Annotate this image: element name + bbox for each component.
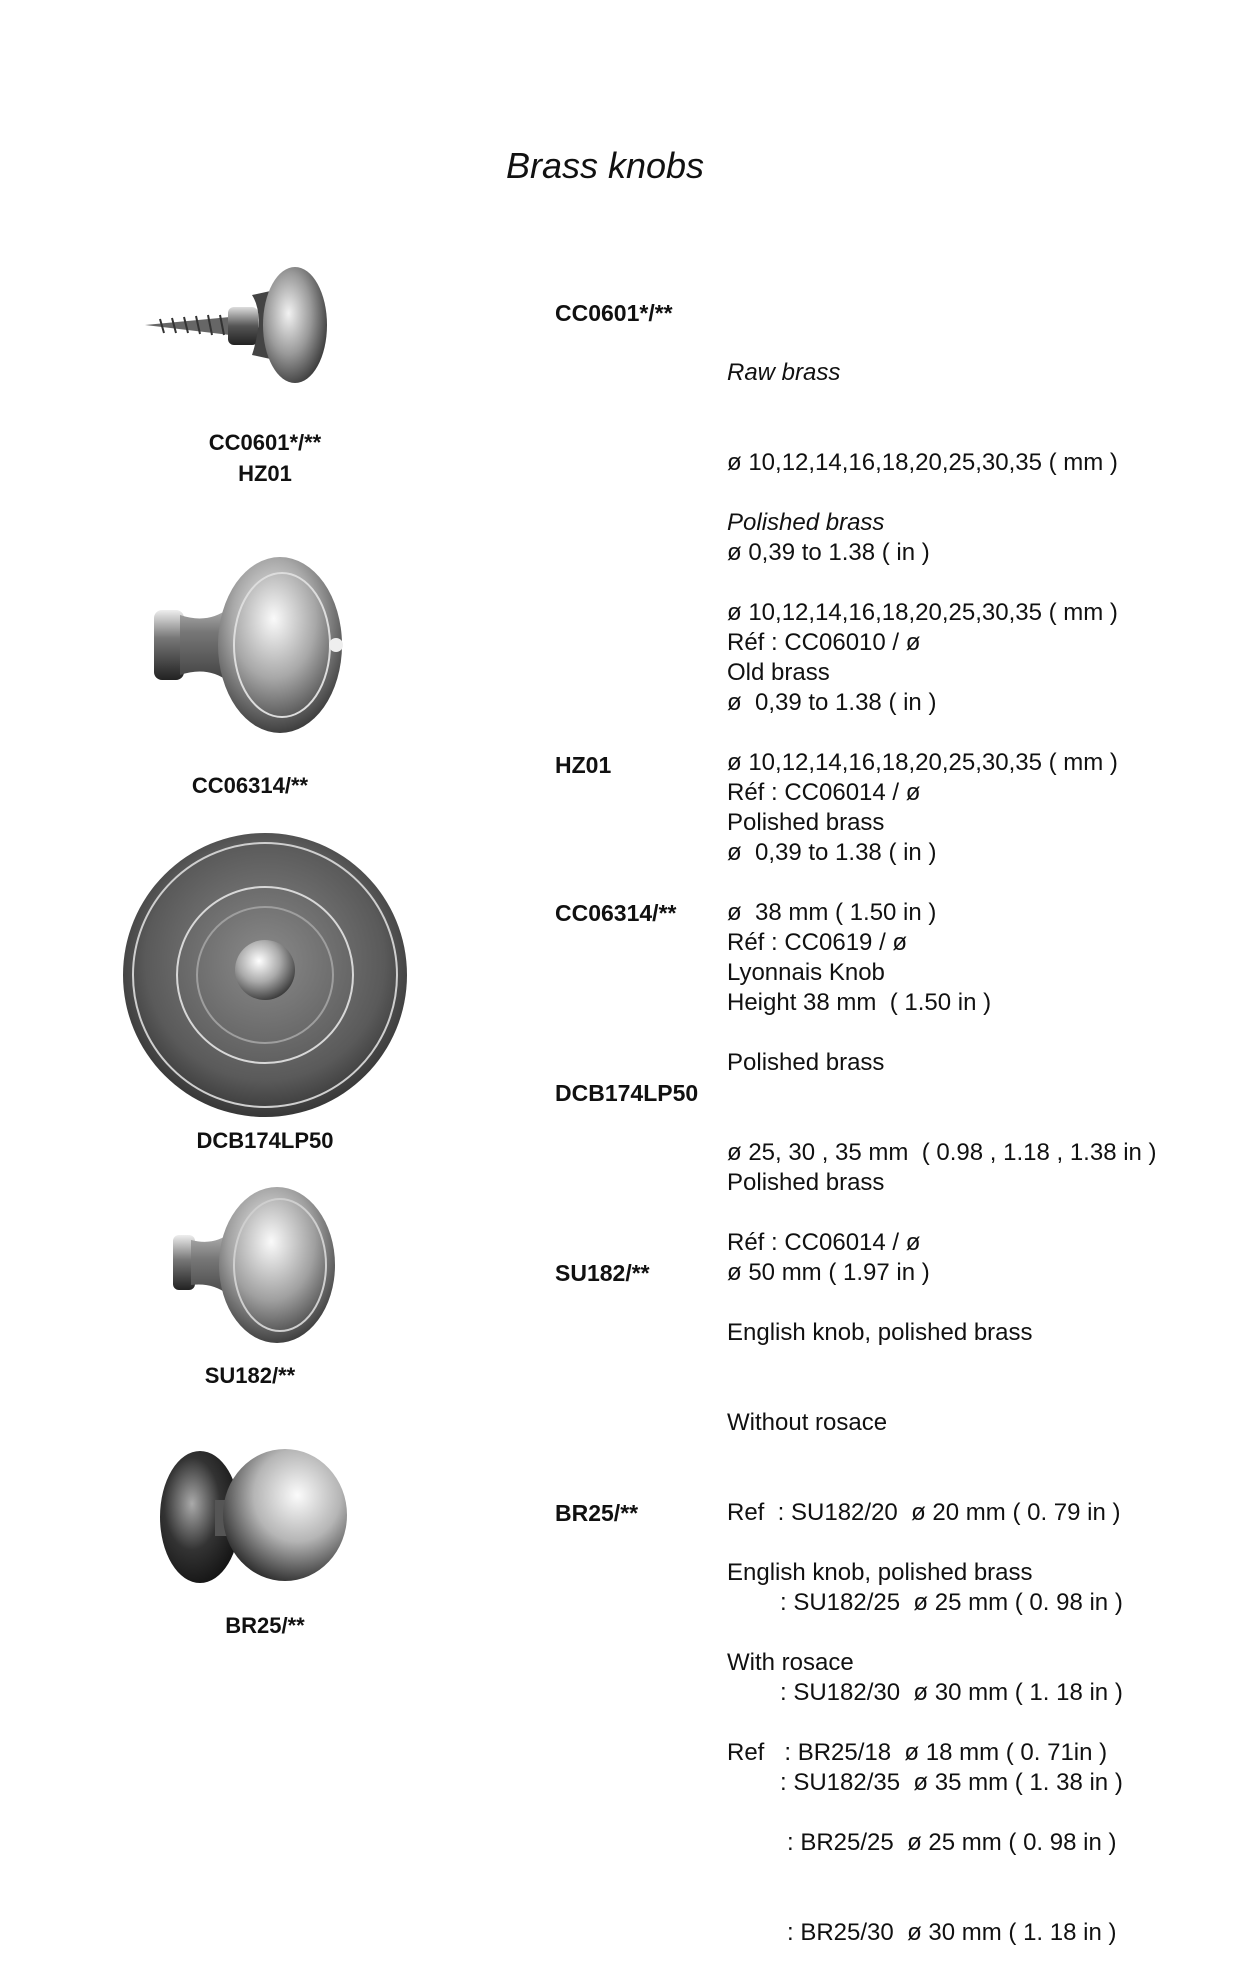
product-code: BR25/** — [555, 1500, 639, 1526]
page-title: Brass knobs — [505, 145, 705, 186]
product-code: DCB174LP50 — [555, 1080, 699, 1106]
product-description: Polished brass ø 50 mm ( 1.97 in ) — [727, 1169, 930, 1286]
product-description: Polished brass ø 10,12,14,16,18,20,25,30,35 ( mm ) ø 0,39 to 1.38 ( in ) Réf : CC06014 / ø — [727, 509, 1118, 806]
knob-su182-image — [165, 1185, 345, 1345]
product-description: Polished brass ø 38 mm ( 1.50 in ) Height 38 mm ( 1.50 in ) — [727, 809, 992, 1016]
product-code: HZ01 — [555, 752, 612, 778]
knob-br25-image — [155, 1445, 350, 1585]
image-caption: CC0601*/** HZ01 — [208, 430, 322, 486]
image-caption: BR25/** — [225, 1613, 305, 1638]
image-caption: SU182/** — [204, 1363, 296, 1388]
product-code: CC0601*/** — [555, 300, 673, 326]
product-description: Lyonnais Knob Polished brass ø 25, 30 , 35 mm ( 0.98 , 1.18 , 1.38 in ) Réf : CC06014 / ø — [727, 959, 1157, 1256]
image-caption: DCB174LP50 — [196, 1128, 334, 1153]
image-caption: CC06314/** — [191, 773, 309, 798]
product-description: English knob, polished brass With rosace Ref : BR25/18 ø 18 mm ( 0. 71in ) : BR25/25 ø 25 mm ( 0. 98 in ) : BR25/30 ø 30 mm ( 1. 18 in ) — [727, 1559, 1117, 1946]
product-description: English knob, polished brass Without rosace Ref : SU182/20 ø 20 mm ( 0. 79 in ) : SU182/25 ø 25 mm ( 0. 98 in ) : SU182/30 ø 30 mm ( 1. 18 in ) : SU182/35 ø 35 mm ( 1. 38 in ) — [727, 1319, 1123, 1796]
product-code: SU182/** — [555, 1260, 650, 1286]
product-description: Old brass ø 10,12,14,16,18,20,25,30,35 ( mm ) ø 0,39 to 1.38 ( in ) Réf : CC0619 / ø — [727, 659, 1118, 956]
knob-cc06314-image — [150, 555, 350, 735]
knob-dcb174lp50-image — [120, 830, 410, 1120]
product-code: CC06314/** — [555, 900, 677, 926]
knob-cc0601-image — [140, 255, 355, 395]
product-description: Raw brass ø 10,12,14,16,18,20,25,30,35 ( mm ) ø 0,39 to 1.38 ( in ) Réf : CC06010 / ø — [727, 359, 1118, 656]
